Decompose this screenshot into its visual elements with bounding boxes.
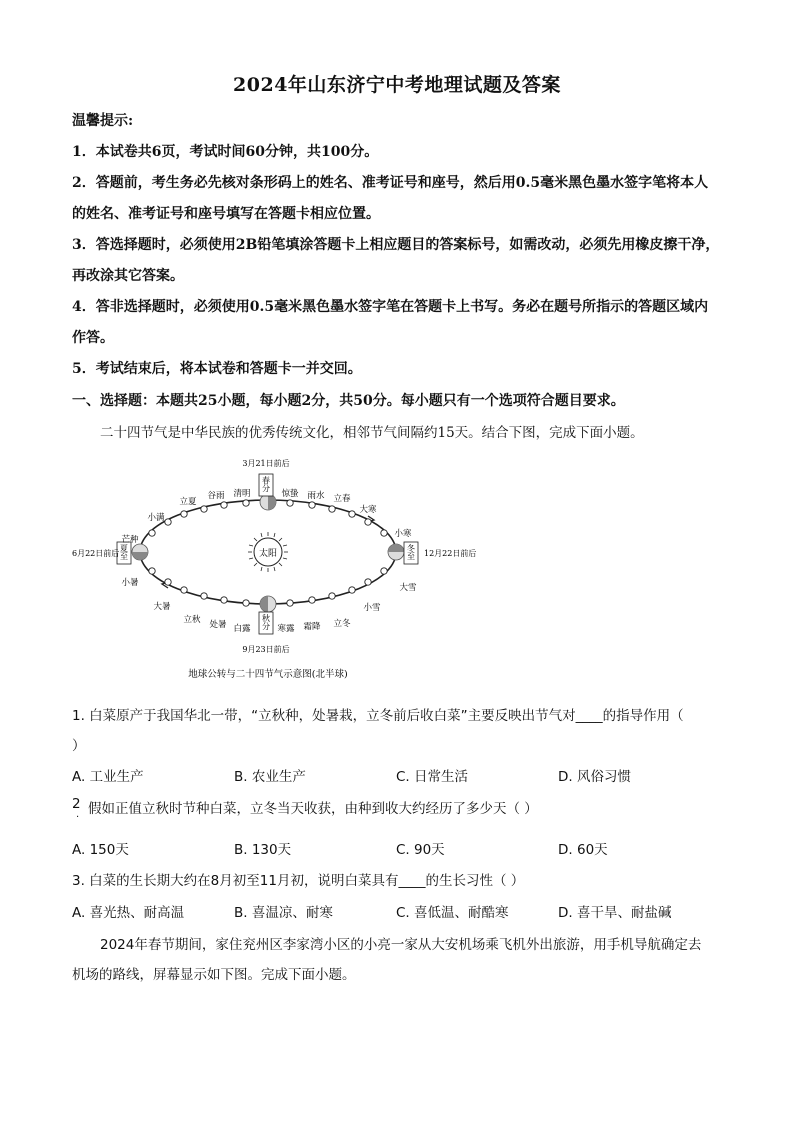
term-xiaohan: 小寒 [394, 529, 412, 539]
date-top: 3月21日前后 [242, 459, 290, 468]
q2-option-b: B. 130天 [234, 842, 292, 858]
question-intro-2: 2024年春节期间，家住兖州区李家湾小区的小亮一家从大安机场乘飞机外出旅游，用手机导航确定去 [100, 937, 702, 953]
term-bailu: 白露 [233, 624, 251, 634]
term-xiaoshu: 小暑 [121, 578, 139, 588]
term-qiufen: 秋分 [261, 614, 271, 630]
earth-globe-icon [260, 596, 276, 612]
term-mangzhong: 芒种 [121, 535, 139, 545]
term-lixia: 立夏 [179, 497, 197, 507]
term-xiaoman: 小满 [147, 513, 165, 523]
question-1-stem: 1. 白菜原产于我国华北一带，“立秋种，处暑栽，立冬前后收白菜”主要反映出节气对____的指导作用（ [72, 708, 684, 724]
q1-option-d: D. 风俗习惯 [558, 769, 631, 785]
term-dahan: 大寒 [359, 505, 377, 515]
earth-globe-icon [388, 544, 404, 560]
term-dashu: 大暑 [153, 602, 171, 612]
date-bottom: 9月23日前后 [242, 645, 290, 654]
term-liqiu: 立秋 [183, 615, 201, 625]
term-yushui: 雨水 [307, 491, 325, 501]
q2-option-d: D. 60天 [558, 842, 608, 858]
question-2-number: 2 [72, 796, 81, 812]
term-shuangjiang: 霜降 [303, 622, 321, 632]
question-intro-2-cont: 机场的路线，屏幕显示如下图。完成下面小题。 [72, 967, 356, 983]
solar-terms-diagram [68, 452, 498, 684]
date-left: 6月22日前后 [72, 549, 120, 558]
term-lichun: 立春 [333, 494, 351, 504]
term-guyu: 谷雨 [207, 491, 225, 501]
term-chunfen: 春分 [261, 476, 271, 492]
q2-option-c: C. 90天 [396, 842, 445, 858]
term-jingzhe: 惊蛰 [281, 489, 299, 499]
term-dongzhi: 冬至 [406, 544, 416, 560]
figure-caption: 地球公转与二十四节气示意图(北半球) [188, 669, 348, 680]
q3-option-b: B. 喜温凉、耐寒 [234, 905, 333, 921]
sun-label: 太阳 [258, 549, 278, 559]
section-heading: 一、选择题：本题共25小题，每小题2分，共50分。每小题只有一个选项符合题目要求。 [72, 393, 625, 409]
term-xiazhi: 夏至 [119, 544, 129, 560]
q1-option-a: A. 工业生产 [72, 769, 144, 785]
earth-globe-icon [132, 544, 148, 560]
page-title: 2024年山东济宁中考地理试题及答案 [233, 74, 561, 96]
tip-item: 5．考试结束后，将本试卷和答题卡一并交回。 [72, 361, 362, 377]
question-2-dot: . [76, 809, 80, 820]
q3-option-d: D. 喜干旱、耐盐碱 [558, 905, 672, 921]
term-chushu: 处暑 [209, 620, 227, 630]
date-right: 12月22日前后 [424, 549, 477, 558]
q2-option-a: A. 150天 [72, 842, 129, 858]
term-lidong: 立冬 [333, 619, 351, 629]
tip-item: 2．答题前，考生务必先核对条形码上的姓名、准考证号和座号，然后用0.5毫米黑色墨水签字笔将本人 [72, 175, 709, 191]
term-hanlu: 寒露 [277, 624, 295, 634]
question-3-stem: 3. 白菜的生长期大约在8月初至11月初，说明白菜具有____的生长习性（ ） [72, 873, 525, 889]
tips-heading: 温馨提示: [72, 113, 134, 129]
tip-item: 作答。 [72, 330, 114, 346]
tip-item: 1．本试卷共6页，考试时间60分钟，共100分。 [72, 144, 379, 160]
q3-option-a: A. 喜光热、耐高温 [72, 905, 185, 921]
q1-option-c: C. 日常生活 [396, 769, 469, 785]
q1-option-b: B. 农业生产 [234, 769, 306, 785]
q3-option-c: C. 喜低温、耐酷寒 [396, 905, 509, 921]
tip-item: 再改涂其它答案。 [72, 268, 184, 284]
question-2-stem: 假如正值立秋时节种白菜，立冬当天收获，由种到收大约经历了多少天（ ） [88, 801, 538, 817]
question-intro: 二十四节气是中华民族的优秀传统文化，相邻节气间隔约15天。结合下图，完成下面小题。 [100, 425, 644, 441]
term-xiaoxue: 小雪 [363, 603, 381, 613]
term-daxue: 大雪 [399, 583, 417, 593]
term-qingming: 清明 [233, 489, 251, 499]
tip-item: 3．答选择题时，必须使用2B铅笔填涂答题卡上相应题目的答案标号，如需改动，必须先用橡皮擦干净， [72, 237, 720, 253]
question-1-stem-end: ） [72, 738, 86, 754]
tip-item: 4．答非选择题时，必须使用0.5毫米黑色墨水签字笔在答题卡上书写。务必在题号所指示的答题区域内 [72, 299, 709, 315]
tip-item: 的姓名、准考证号和座号填写在答题卡相应位置。 [72, 206, 380, 222]
